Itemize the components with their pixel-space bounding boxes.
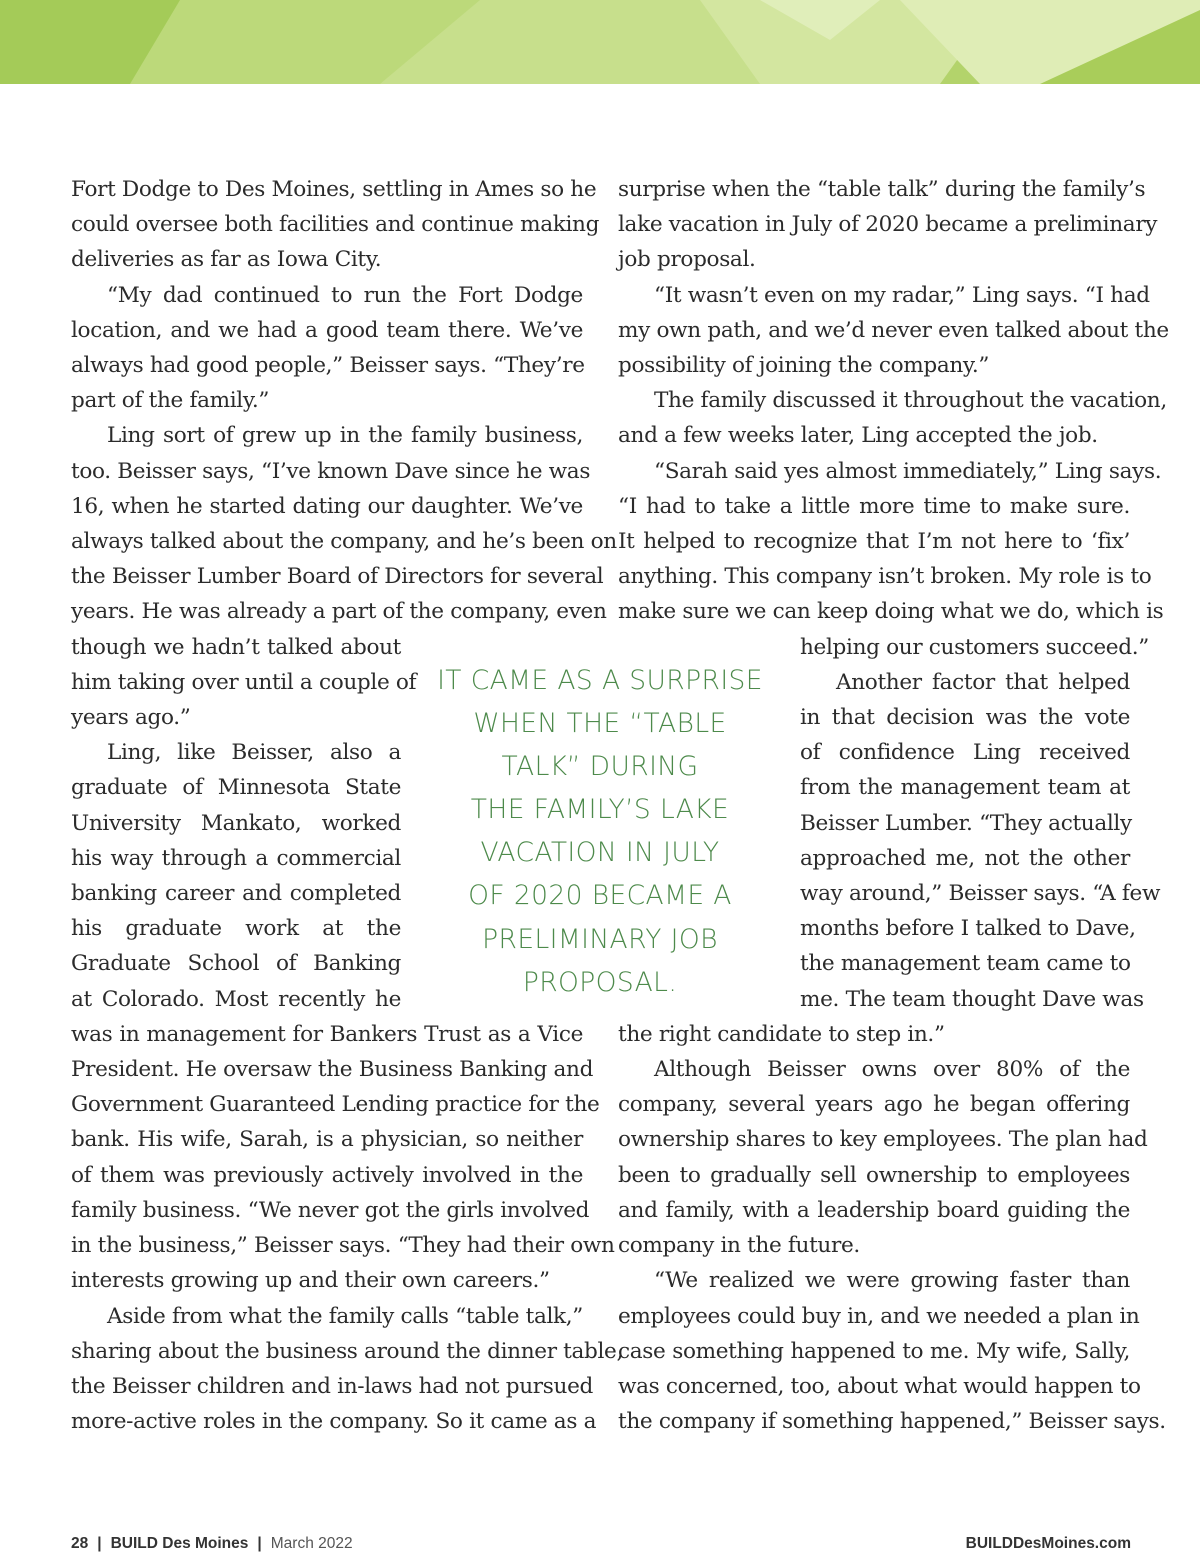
paragraph [618, 1263, 1166, 1439]
pull-quote-line: TALK” DURING [501, 751, 699, 783]
text-line: make sure we can keep doing what we do, which is [618, 599, 1164, 625]
text-line: location, and we had a good team there. We’ve [71, 317, 583, 343]
text-line: always talked about the company, and he’s been on [71, 529, 617, 555]
text-line: the company if something happened,” Beisser says. [618, 1409, 1166, 1435]
text-line: months before I talked to Dave, [800, 916, 1136, 942]
text-line: in the business,” Beisser says. “They had their own [71, 1233, 615, 1259]
text-line: deliveries as far as Iowa City. [71, 247, 382, 273]
text-line: The family discussed it throughout the vacation, [654, 388, 1167, 414]
text-line: Government Guaranteed Lending practice for the [71, 1092, 600, 1118]
text-line: in that decision was the vote [800, 705, 1130, 731]
text-line: interests growing up and their own careers.” [71, 1268, 550, 1294]
text-line: him taking over until a couple of [71, 669, 417, 695]
website-link[interactable]: BUILDDesMoines.com [965, 1535, 1131, 1552]
text-line: was concerned, too, about what would happen to [618, 1373, 1141, 1399]
text-line: was in management for Bankers Trust as a Vice [71, 1021, 583, 1047]
text-line: lake vacation in July of 2020 became a preliminary [618, 212, 1158, 238]
text-line: though we hadn’t talked about [71, 634, 401, 660]
text-line: sharing about the business around the dinner table, [71, 1338, 624, 1364]
text-line: way around,” Beisser says. “A few [800, 881, 1161, 907]
text-line: It helped to recognize that I’m not here to ‘fix’ [618, 529, 1130, 555]
text-line: University Mankato, worked [71, 810, 401, 836]
text-line: possibility of joining the company.” [618, 353, 990, 379]
text-line: me. The team thought Dave was [800, 986, 1144, 1012]
text-line: ownership shares to key employees. The plan had [618, 1127, 1148, 1153]
text-line: “We realized we were growing faster than [654, 1268, 1130, 1294]
text-line: and a few weeks later, Ling accepted the job. [618, 423, 1098, 449]
text-line: years. He was already a part of the company, even [71, 599, 607, 625]
text-line: my own path, and we’d never even talked about the [618, 317, 1169, 343]
paragraph [618, 454, 1164, 665]
paragraph [618, 278, 1169, 384]
text-line: employees could buy in, and we needed a plan in [618, 1303, 1140, 1329]
page-number: 28 [71, 1535, 89, 1552]
text-line: bank. His wife, Sarah, is a physician, so neither [71, 1127, 583, 1153]
text-line: job proposal. [618, 247, 756, 273]
text-line: family business. “We never got the girls involved [71, 1197, 590, 1223]
footer-separator: | [257, 1535, 262, 1552]
text-line: from the management team at [800, 775, 1130, 801]
text-line: could oversee both facilities and continue making [71, 212, 600, 238]
text-line: at Colorado. Most recently he [71, 986, 401, 1012]
text-line: the Beisser Lumber Board of Directors for several [71, 564, 604, 590]
text-line: banking career and completed [71, 881, 401, 907]
text-line: of confidence Ling received [800, 740, 1130, 766]
footer-left [71, 1535, 353, 1553]
text-line: the management team came to [800, 951, 1131, 977]
text-line: 16, when he started dating our daughter. We’ve [71, 493, 583, 519]
text-line: “Sarah said yes almost immediately,” Ling says. [654, 458, 1162, 484]
text-line: “I had to take a little more time to make sure. [618, 493, 1130, 519]
text-line: years ago.” [71, 705, 191, 731]
page-footer [71, 1535, 1131, 1559]
paragraph [618, 383, 1167, 453]
text-line: helping our customers succeed.” [800, 634, 1149, 660]
text-line: part of the family.” [71, 388, 270, 414]
text-line: Although Beisser owns over 80% of the [654, 1057, 1130, 1083]
text-line: of them was previously actively involved in the [71, 1162, 583, 1188]
pull-quote-line: OF 2020 BECAME A [468, 880, 732, 912]
text-line: anything. This company isn’t broken. My role is to [618, 564, 1152, 590]
paragraph [71, 1299, 624, 1440]
text-line: Aside from what the family calls “table talk,” [107, 1303, 583, 1329]
pull-quote-line: THE FAMILY’S LAKE [470, 794, 730, 826]
text-line: his way through a commercial [71, 845, 401, 871]
text-line: “It wasn’t even on my radar,” Ling says. “I had [654, 282, 1150, 308]
text-line: more-active roles in the company. So it came as a [71, 1409, 597, 1435]
text-line: Fort Dodge to Des Moines, settling in Ames so he [71, 177, 597, 202]
text-line: company, several years ago he began offering [618, 1092, 1130, 1118]
text-line: approached me, not the other [800, 845, 1130, 871]
paragraph [618, 1052, 1148, 1263]
pull-quote-line: PROPOSAL. [522, 966, 678, 998]
pull-quote-line: IT CAME AS A SURPRISE [437, 665, 763, 696]
pull-quote-line: VACATION IN JULY [480, 837, 720, 869]
text-line: graduate of Minnesota State [71, 775, 401, 801]
footer-separator: | [97, 1535, 102, 1552]
pull-quote-line: WHEN THE “TABLE [473, 708, 727, 740]
text-line: Another factor that helped [836, 669, 1130, 695]
paragraph [71, 278, 583, 419]
text-line: Beisser Lumber. “They actually [800, 810, 1132, 836]
text-line: always had good people,” Beisser says. “They’re [71, 353, 585, 379]
paragraph [71, 172, 600, 278]
paragraph [618, 172, 1158, 278]
text-line: “My dad continued to run the Fort Dodge [107, 282, 583, 308]
text-line: President. He oversaw the Business Banking and [71, 1057, 594, 1083]
text-line: his graduate work at the [71, 916, 401, 942]
text-line: and family, with a leadership board guiding the [618, 1197, 1130, 1223]
text-line: Ling sort of grew up in the family business, [107, 423, 583, 449]
text-line: too. Beisser says, “I’ve known Dave since he was [71, 458, 591, 484]
text-line: Ling, like Beisser, also a [107, 740, 401, 766]
pull-quote [420, 659, 780, 1004]
pull-quote-line: PRELIMINARY JOB [482, 923, 718, 955]
text-line: Graduate School of Banking [71, 951, 401, 977]
text-line: been to gradually sell ownership to employees [618, 1162, 1130, 1188]
text-line: case something happened to me. My wife, Sally, [618, 1338, 1130, 1364]
text-line: the Beisser children and in-laws had not pursued [71, 1373, 593, 1399]
top-banner [0, 0, 1200, 84]
publication-name: BUILD Des Moines [110, 1535, 249, 1552]
text-line: company in the future. [618, 1233, 860, 1259]
text-line: surprise when the “table talk” during the family’s [618, 177, 1146, 202]
text-line: the right candidate to step in.” [618, 1021, 945, 1047]
issue-date: March 2022 [270, 1535, 353, 1552]
